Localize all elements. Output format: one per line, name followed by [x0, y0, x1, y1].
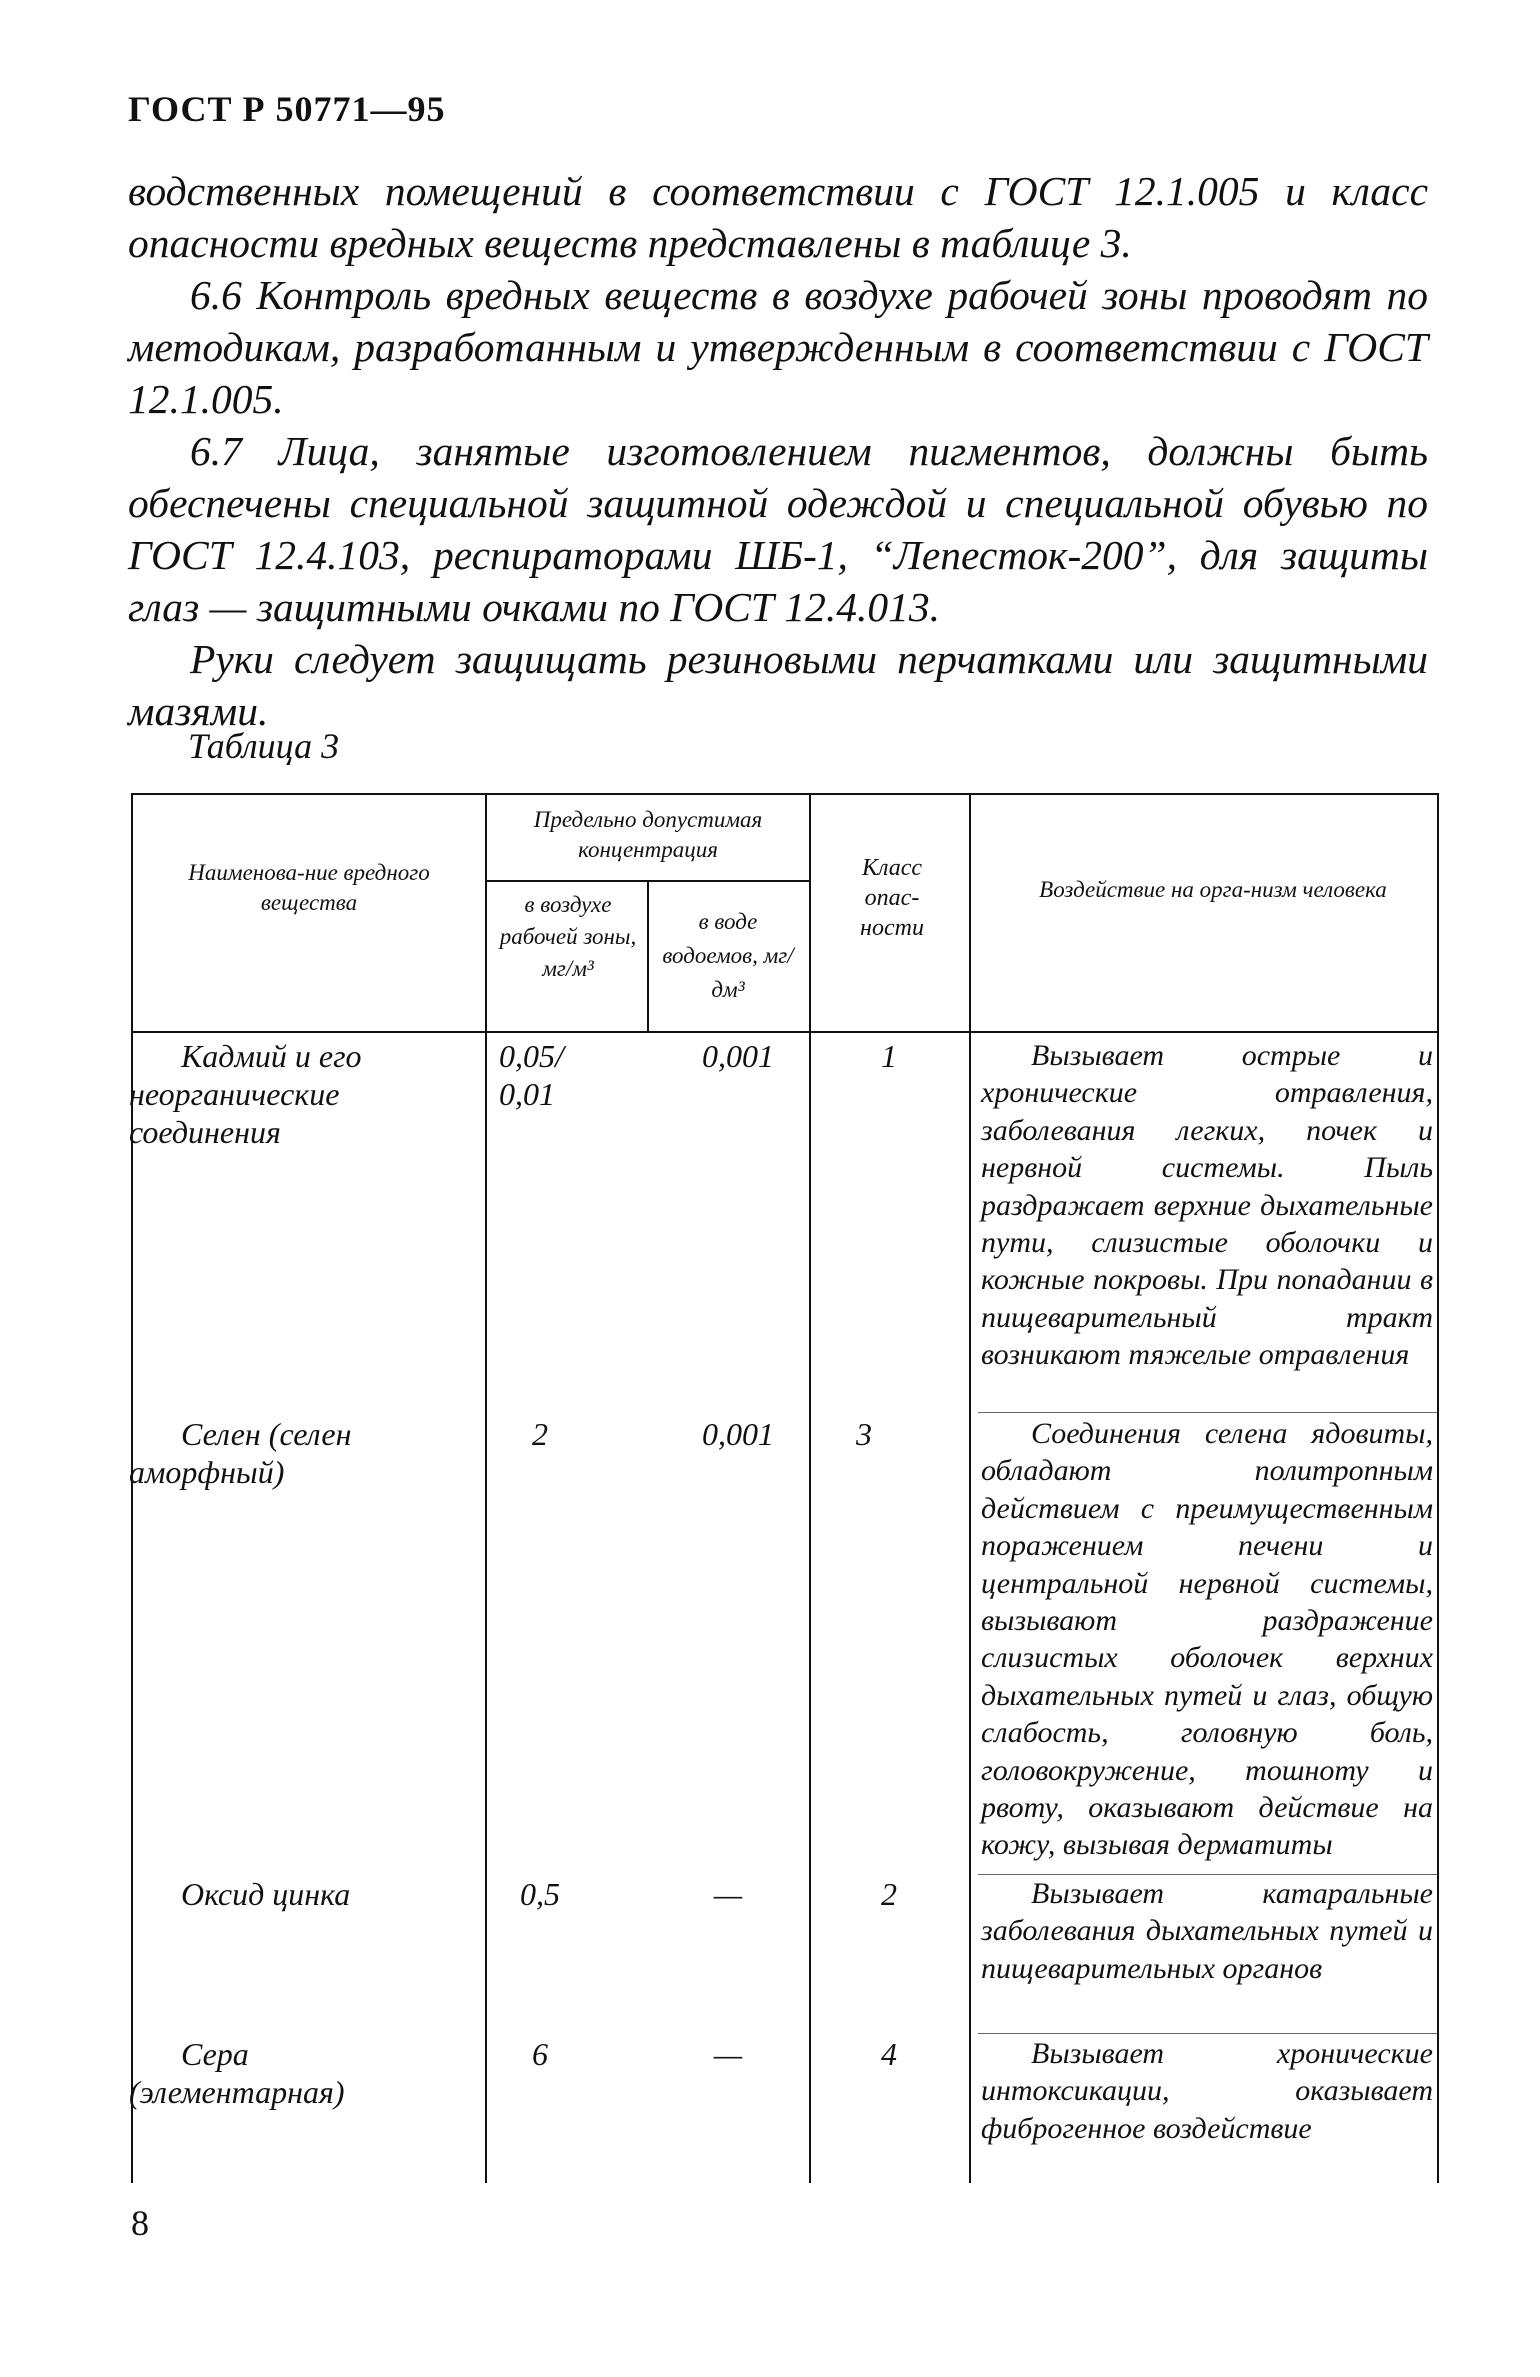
- paragraph-6-7: 6.7 Лица, занятые изготовлением пигментов, должны быть обеспечены специальной защитной одеждой и специальной обувью по ГОСТ 12.4.103, респираторами ШБ-1, “Лепесток-200”, для защиты глаз — защитными очками по ГОСТ 12.4.013.: [128, 428, 1428, 630]
- col-divider: [969, 795, 971, 2183]
- row-4-water: —: [713, 2036, 743, 2072]
- row-3-name: Оксид цинка: [181, 1876, 351, 1912]
- row-2-water: 0,001: [702, 1416, 774, 1452]
- paragraph-6-6: 6.6 Контроль вредных веществ в воздухе рабочей зоны проводят по методикам, разработанным и утвержденным в соответствии с ГОСТ 12.1.005.: [128, 272, 1428, 422]
- hazard-table: [131, 793, 1439, 2183]
- paragraph-hands: Руки следует защищать резиновыми перчатками или защитными мазями.: [128, 636, 1428, 734]
- row-4-effect: Вызывает хронические интоксикации, оказывает фиброгенное воздействие: [981, 2037, 1433, 2145]
- col-divider: [647, 880, 649, 1033]
- row-1-water: 0,001: [702, 1038, 774, 1074]
- row-4-name: Сера (элементарная): [129, 2036, 345, 2110]
- page-number: 8: [131, 2203, 149, 2243]
- row-divider: [978, 1412, 1437, 1413]
- header-hazard-class: Класс опас-ности: [860, 855, 924, 941]
- col-divider: [485, 795, 487, 2183]
- row-1-hazard-class: 1: [881, 1038, 897, 1074]
- row-3-hazard-class: 2: [881, 1876, 897, 1912]
- header-bottom-line: [133, 1031, 1437, 1033]
- row-3-effect: Вызывает катаральные заболевания дыхательных путей и пищеварительных органов: [981, 1877, 1433, 1985]
- row-1-effect: Вызывает острые и хронические отравления, заболевания легких, почек и нервной системы. Пыль раздражает верхние дыхательные пути, слизистые оболочки и кожные покровы. При попадании в пищеварительный тракт возникают тяжелые отравления: [981, 1039, 1433, 1372]
- header-air: в воздухе рабочей зоны, мг/м³: [499, 892, 637, 981]
- header-subdivider: [485, 880, 809, 882]
- row-3-water: —: [713, 1876, 743, 1912]
- row-2-name: Селен (селен аморфный): [129, 1416, 352, 1490]
- row-2-effect: Соединения селена ядовиты, обладают политропным действием с преимущественным поражением печени и центральной нервной системы, вызывают раздражение слизистых оболочек верхних дыхательных путей и глаз, общую слабость, головную боль, головокружение, тошноту и рвоту, оказывают действие на кожу, вызывая дерматиты: [981, 1417, 1433, 1862]
- row-2-air: 2: [532, 1416, 548, 1452]
- table-caption: Таблица 3: [188, 726, 340, 766]
- row-4-hazard-class: 4: [881, 2036, 897, 2072]
- header-pdk-group: Предельно допустимая концентрация: [533, 807, 763, 862]
- row-4-air: 6: [532, 2036, 548, 2072]
- document-header: ГОСТ Р 50771—95: [128, 89, 446, 129]
- paragraph-continuation: водственных помещений в соответствии с ГОСТ 12.1.005 и класс опасности вредных веществ представлены в таблице 3.: [128, 168, 1428, 266]
- header-water: в воде водоемов, мг/дм³: [662, 909, 794, 1002]
- row-1-name: Кадмий и его неорганические соединения: [129, 1038, 362, 1150]
- row-1-air: 0,05/ 0,01: [499, 1038, 564, 1112]
- body-text: [128, 165, 1428, 737]
- header-name: Наименова-ние вредного вещества: [188, 860, 430, 915]
- row-3-air: 0,5: [520, 1876, 560, 1912]
- row-2-hazard-class: 3: [856, 1416, 872, 1452]
- row-divider: [978, 2033, 1437, 2034]
- header-effect: Воздействие на орга-низм человека: [1039, 877, 1387, 902]
- col-divider: [809, 795, 811, 2183]
